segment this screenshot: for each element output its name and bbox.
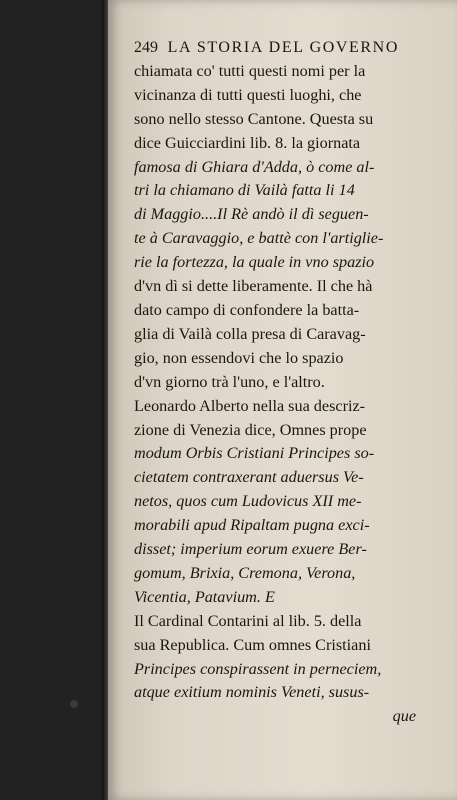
text-line: Leonardo Alberto nella sua descriz- [134,396,366,415]
text-line: d'vn dì si dette liberamente. Il che hà [134,277,373,296]
text-line: tri la chiamano di Vailà fatta li 14 [134,181,355,200]
page-number: 249 [134,39,158,56]
text-line: sono nello stesso Cantone. Questa su [134,109,374,128]
text-line: gio, non essendovi che lo spazio [134,348,344,367]
text-line: disset; imperium eorum exuere Ber- [134,540,367,559]
text-line: dice Guicciardini lib. 8. la giornata [134,133,361,152]
text-line: netos, quos cum Ludovicus XII me- [134,492,362,511]
text-line: glia di Vailà colla presa di Caravag- [134,324,366,343]
text-line: d'vn giorno trà l'uno, e l'altro. [134,372,325,391]
text-line: Principes conspirassent in perneciem, [134,659,382,678]
catchword: que [392,707,416,726]
text-line: dato campo di confondere la batta- [134,300,360,319]
text-line: chiamata co' tutti questi nomi per la [134,61,366,80]
text-line: di Maggio....Il Rè andò il dì seguen- [134,205,369,224]
text-line: atque exitium nominis Veneti, susus- [134,683,370,702]
text-line: vicinanza di tutti questi luoghi, che [134,85,362,104]
text-line: sua Republica. Cum omnes Cristiani [134,635,371,654]
text-line: cietatem contraxerant aduersus Ve- [134,468,364,487]
text-line: morabili apud Ripaltam pugna exci- [134,516,370,535]
text-line: rie la fortezza, la quale in vno spazio [134,253,375,272]
text-line: zione di Venezia dice, Omnes prope [134,420,367,439]
text-line: famosa di Ghiara d'Adda, ò come al- [134,157,375,176]
text-line: gomum, Brixia, Cremona, Verona, [134,563,356,582]
ink-spot [70,700,78,708]
text-line: Il Cardinal Contarini al lib. 5. della [134,611,362,630]
running-title: LA STORIA DEL GOVERNO [167,39,399,56]
text-line: Vicentia, Patavium. E [134,587,275,606]
page-text-block [134,36,440,729]
text-line: te à Caravaggio, e battè con l'artiglie- [134,229,384,248]
running-header [134,36,440,60]
text-line: modum Orbis Cristiani Principes so- [134,444,375,463]
